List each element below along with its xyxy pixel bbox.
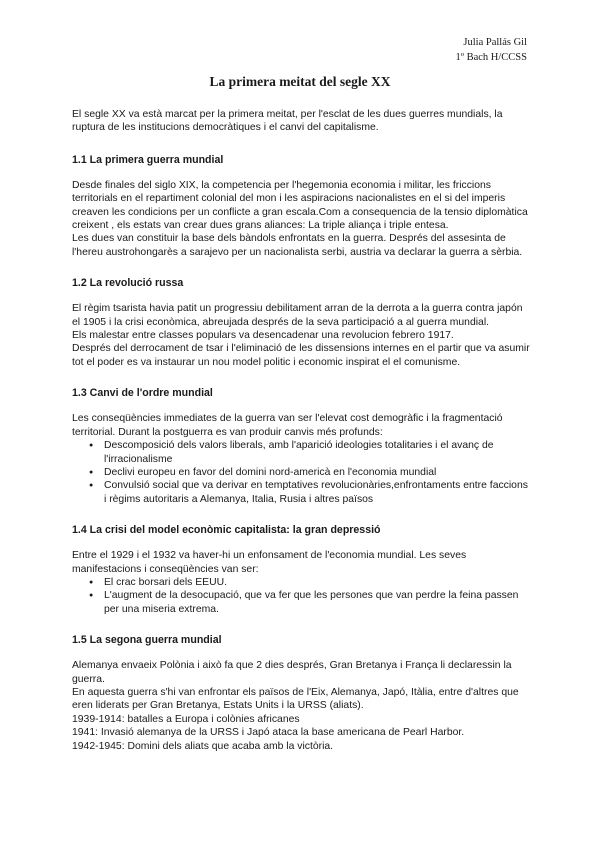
section-1-2	[72, 277, 532, 369]
section-paragraph: 1939-1914: batalles a Europa i colònies africanes	[72, 713, 300, 725]
intro-paragraph: El segle XX va està marcat per la primera meitat, per l'esclat de les dues guerres mundials, la ruptura de les institucions democràtiques i el canvi del capitalisme.	[72, 109, 503, 134]
section-paragraph: Després del derrocament de tsar i l'eliminació de les dissensions internes en el partir que va asumir tot el poder es va instaurar un nou model politic i economic inspirat el el comunisme.	[72, 343, 530, 368]
document-title: La primera meitat del segle XX	[209, 74, 391, 89]
list-item: ● L'augment de la desocupació, que va fer que les persones que van perdre la feina passen per una miseria extrema.	[104, 589, 532, 616]
section-heading: 1.1 La primera guerra mundial	[72, 153, 224, 166]
bullet-list	[72, 439, 532, 506]
section-heading: 1.4 La crisi del model econòmic capitalista: la gran depressió	[72, 524, 381, 537]
section-paragraph: Desde finales del siglo XIX, la competencia per l'hegemonia economia i militar, les friccions territorials en el repartiment colonial del mon i les aspiracions nacionalistes en el si del imperis creaven les condicions per un conflicte a gran escala.Com a consequencia de la tensio diplomàtica creixent , els estats van crear dues grans aliances: La triple aliança i triple entesa.	[72, 179, 528, 232]
section-1-1	[72, 154, 532, 259]
bullet-list	[72, 576, 532, 616]
course-label: 1º Bach H/CCSS	[455, 52, 527, 63]
list-item: ● Declivi europeu en favor del domini nord-americà en l'economia mundial	[104, 466, 532, 479]
section-heading: 1.5 La segona guerra mundial	[72, 634, 222, 647]
section-paragraph: Entre el 1929 i el 1932 va haver-hi un enfonsament de l'economia mundial. Les seves manifestacions i conseqüències van ser:	[72, 550, 467, 575]
section-heading: 1.3 Canvi de l'ordre mundial	[72, 387, 213, 400]
section-1-3	[72, 387, 532, 506]
section-paragraph: 1941: Invasió alemanya de la URSS i Japó ataca la base americana de Pearl Harbor.	[72, 727, 465, 739]
section-paragraph: 1942-1945: Domini dels aliats que acaba amb la victòria.	[72, 740, 334, 752]
section-paragraph: El règim tsarista havia patit un progressiu debilitament arran de la derrota a la guerra contra japón el 1905 i la crisi econòmica, abreujada després de la seva participació a al guerra mundial.	[72, 303, 523, 328]
author-name: Julia Pallás Gil	[463, 37, 527, 48]
author-block	[455, 35, 527, 65]
section-paragraph: Les dues van constituir la base dels bàndols enfrontats en la guerra. Després del assesinta de l'hereu austrohongarès a sarajevo per un nacionalista serbi, austria va declarar la guerra a sèrbia.	[72, 233, 523, 258]
section-paragraph: Alemanya envaeix Polònia i això fa que 2 dies després, Gran Bretanya i França li declaressin la guerra.	[72, 660, 512, 685]
section-paragraph: Els malestar entre classes populars va desencadenar una revolucion febrero 1917.	[72, 330, 454, 342]
section-1-4	[72, 524, 532, 616]
document-body	[72, 108, 532, 771]
section-paragraph: En aquesta guerra s'hi van enfrontar els països de l'Eix, Alemanya, Japó, Itàlia, entre d'altres que eren liderats per Gran Bretanya, Estats Units i la URSS (aliats).	[72, 686, 519, 712]
section-heading: 1.2 La revolució russa	[72, 277, 184, 290]
section-1-5	[72, 634, 532, 753]
list-item: ● Descomposició dels valors liberals, amb l'aparició ideologies totalitaries i el avanç de l'irracionalisme	[104, 439, 532, 466]
list-item: ● Convulsió social que va derivar en temptatives revolucionàries,enfrontaments entre faccions i règims autoritaris a Alemanya, Italia, Rusia i altres països	[104, 479, 532, 506]
list-item: ● El crac borsari dels EEUU.	[104, 576, 532, 589]
section-paragraph: Les conseqüències immediates de la guerra van ser l'elevat cost demogràfic i la fragmentació territorial. Durant la postguerra es van produir canvis més profunds:	[72, 413, 503, 438]
